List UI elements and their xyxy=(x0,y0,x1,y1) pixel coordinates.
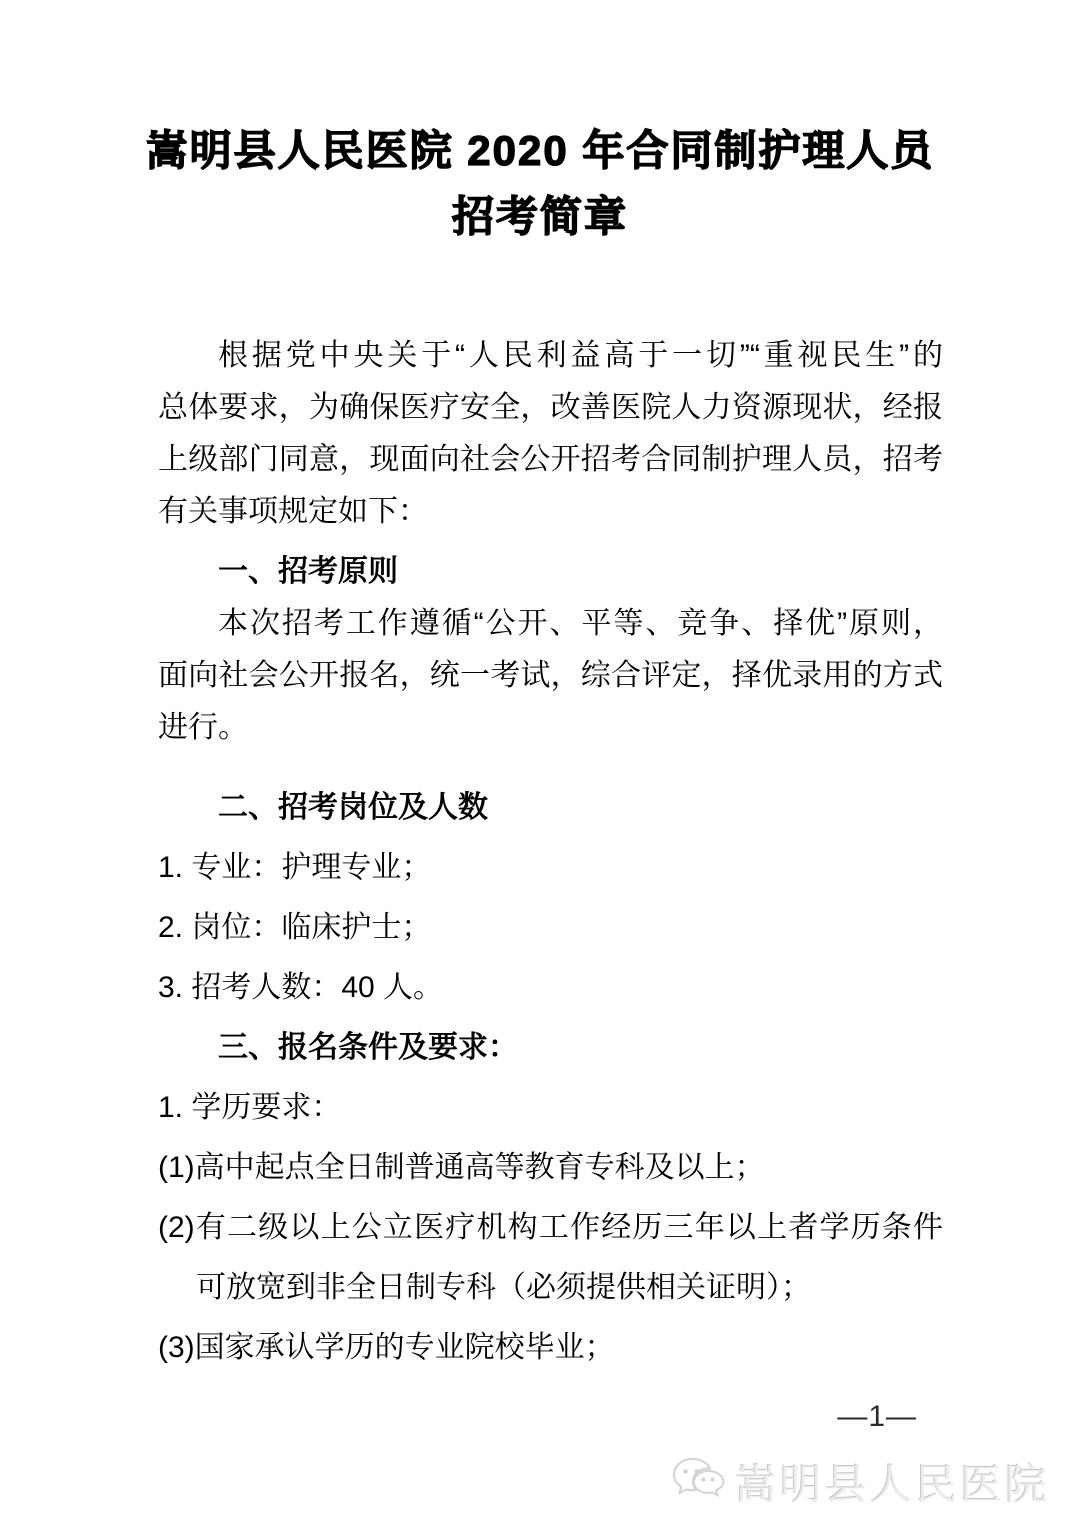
body-line: 面向社会公开报名，统一考试，综合评定，择优录用的方式 xyxy=(158,659,943,692)
section-positions-and-headcount xyxy=(158,778,943,1018)
list-item: 1. 学历要求： xyxy=(158,1091,342,1124)
list-item-continuation: 可放宽到非全日制专科（必须提供相关证明）； xyxy=(196,1271,811,1304)
section-recruitment-principles xyxy=(158,546,943,754)
wechat-icon xyxy=(671,1456,727,1508)
intro-line: 上级部门同意，现面向社会公开招考合同制护理人员，招考 xyxy=(158,443,943,476)
section-application-requirements xyxy=(158,1018,943,1378)
list-item: 3. 招考人数：40 人。 xyxy=(158,971,444,1004)
body-line: 进行。 xyxy=(158,711,248,744)
document-body xyxy=(158,330,943,1378)
intro-line: 有关事项规定如下： xyxy=(158,495,428,528)
list-item: (2)有二级以上公立医疗机构工作经历三年以上者学历条件 xyxy=(158,1211,943,1244)
list-item: (3)国家承认学历的专业院校毕业； xyxy=(158,1331,615,1364)
list-item: 1. 专业：护理专业； xyxy=(158,851,432,884)
page-number: —1— xyxy=(837,1400,917,1433)
document-title-line-1: 嵩明县人民医院 2020 年合同制护理人员 xyxy=(145,127,935,174)
document-title-line-2: 招考简章 xyxy=(451,193,628,240)
intro-line: 根据党中央关于“人民利益高于一切”“重视民生”的 xyxy=(218,339,943,372)
section-heading: 三、报名条件及要求： xyxy=(218,1031,518,1064)
section-heading: 一、招考原则 xyxy=(218,555,398,588)
intro-line: 总体要求，为确保医疗安全，改善医院人力资源现状，经报 xyxy=(158,391,943,424)
watermark xyxy=(671,1452,1050,1512)
list-item: (1)高中起点全日制普通高等教育专科及以上； xyxy=(158,1151,765,1184)
body-line: 本次招考工作遵循“公开、平等、竞争、择优”原则， xyxy=(218,607,943,640)
section-heading: 二、招考岗位及人数 xyxy=(218,791,488,824)
watermark-text: 嵩明县人民医院 xyxy=(734,1461,1050,1508)
list-item: 2. 岗位：临床护士； xyxy=(158,911,432,944)
document-title xyxy=(0,0,1080,250)
